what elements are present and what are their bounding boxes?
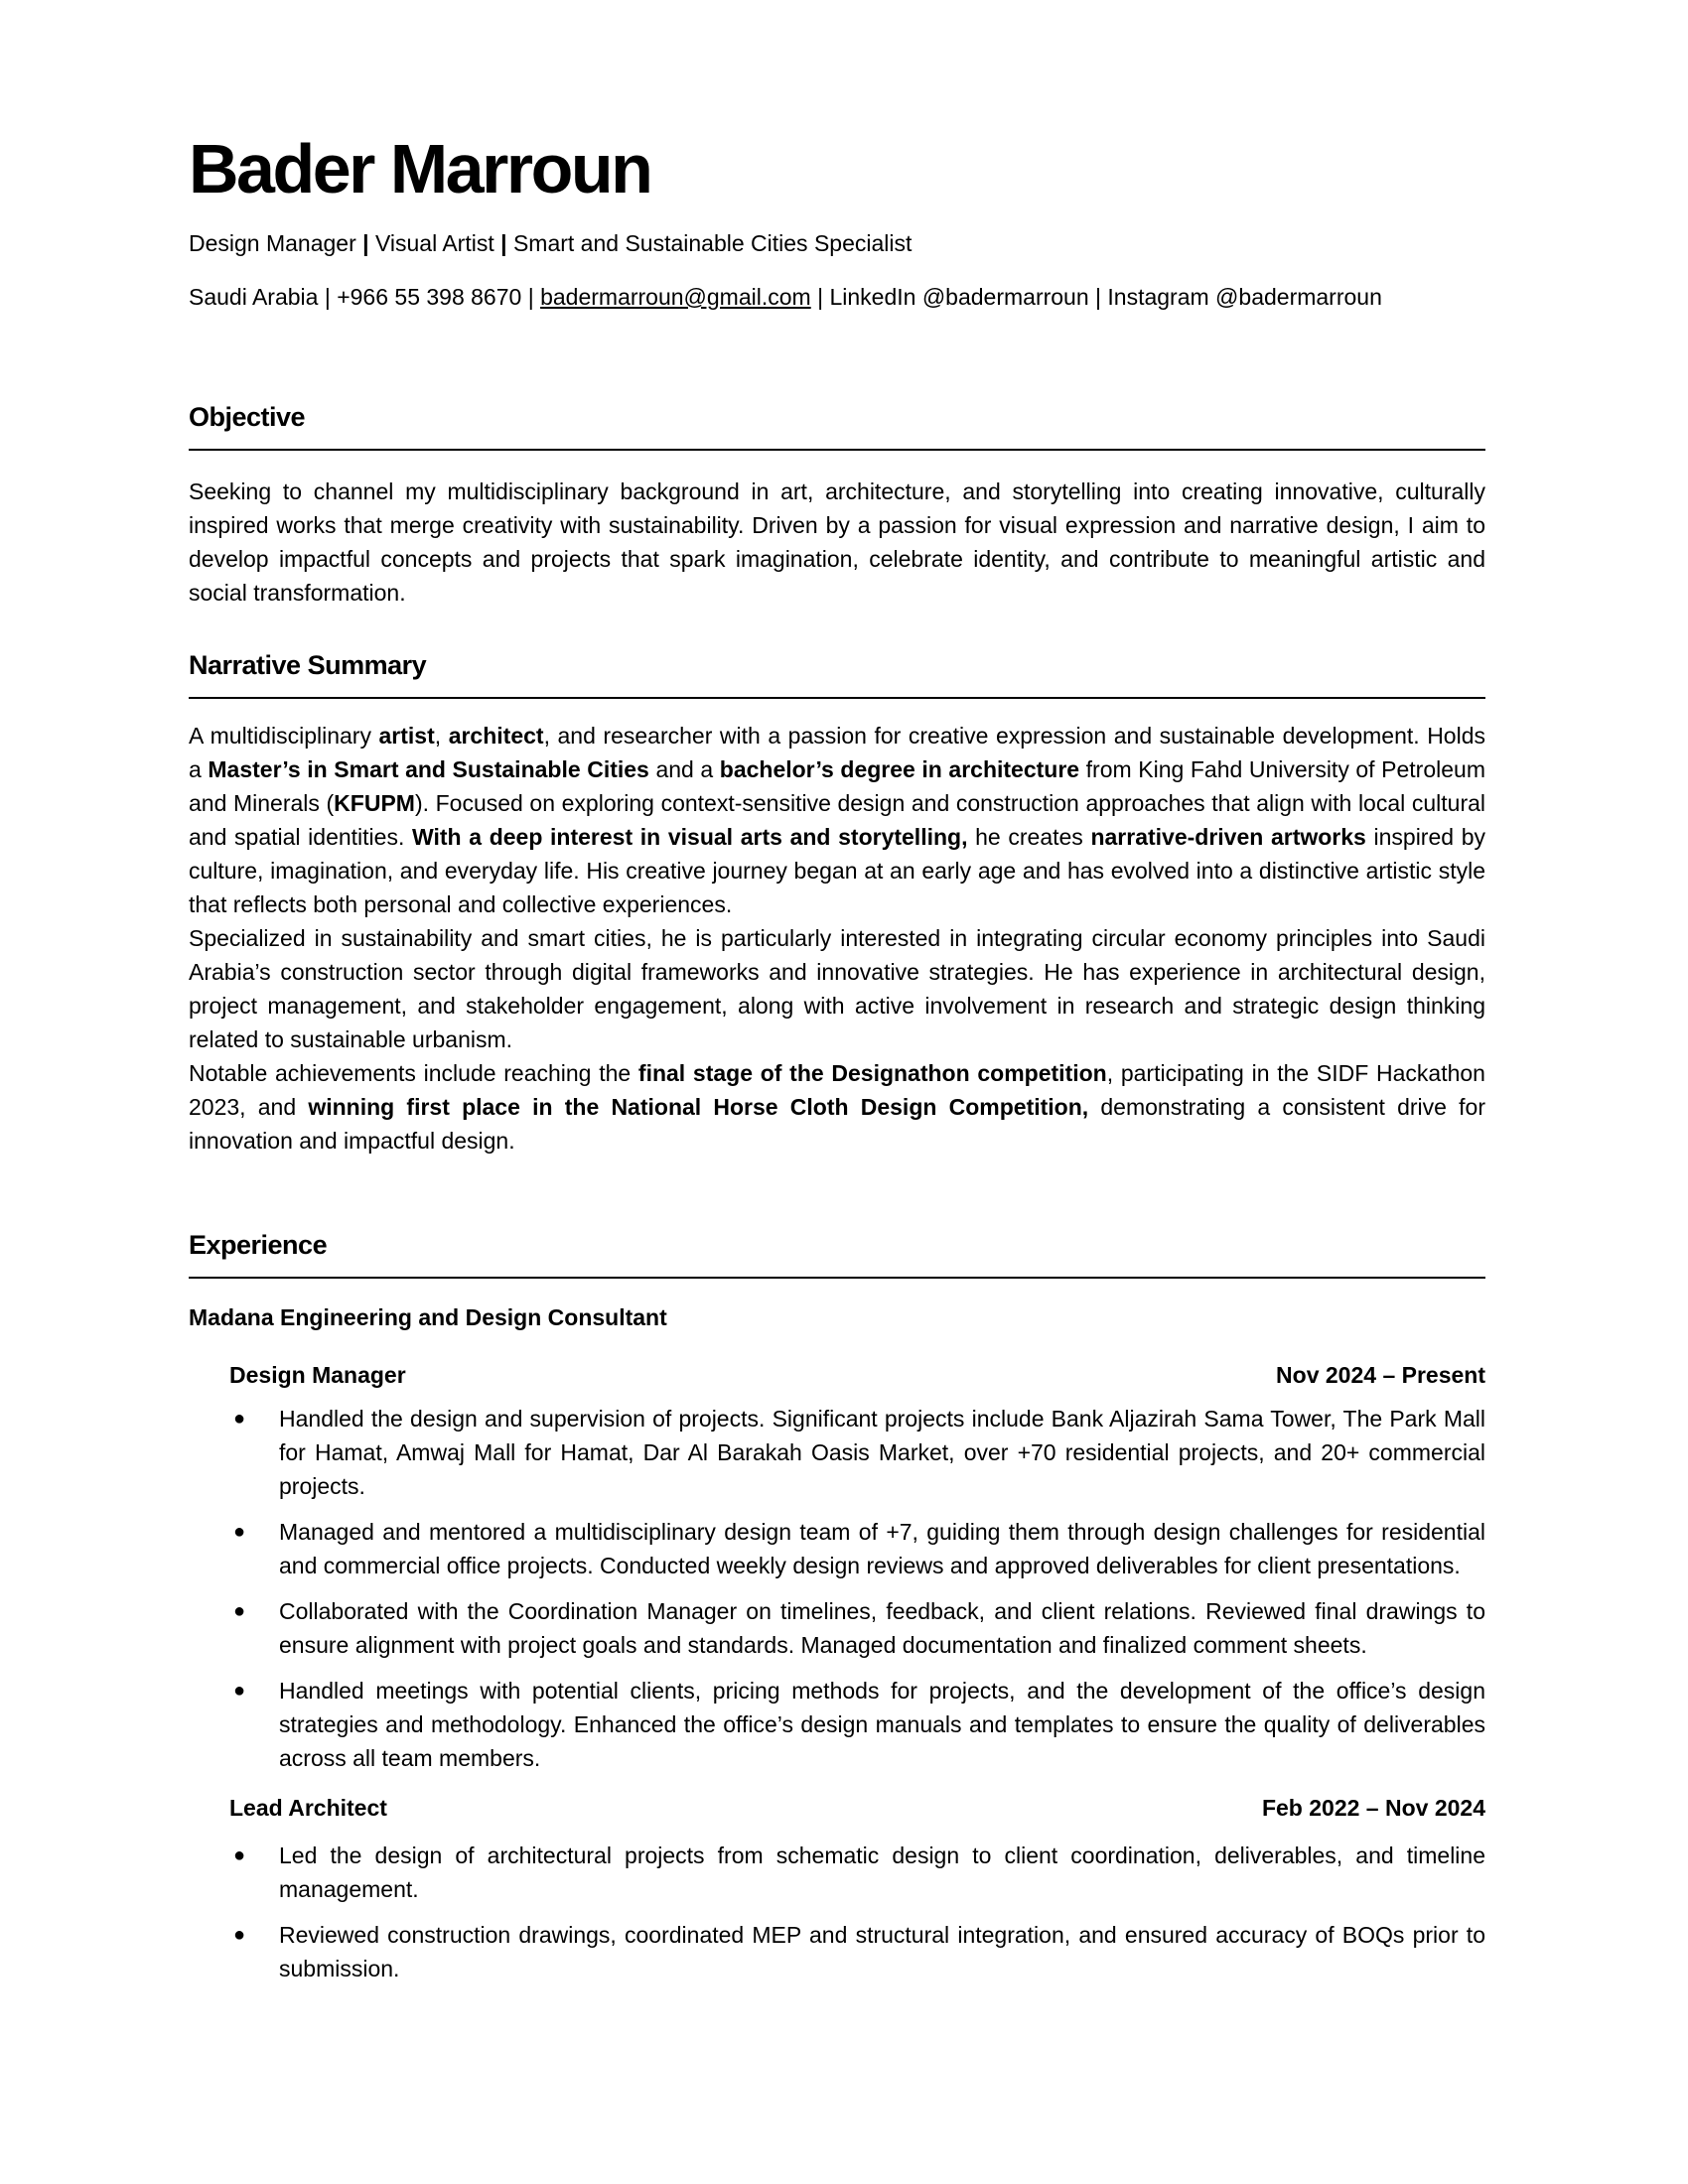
summary-paragraph-3: Notable achievements include reaching the final stage of the Designathon competition, participating in the SIDF Hackathon 2023, and winning first place in the National Horse Cloth Design Competition, demonstrating a consistent drive for innovation and impactful design. bbox=[189, 1060, 1485, 1154]
bullet-text: Managed and mentored a multidisciplinary design team of +7, guiding them through design challenges for residential and commercial office projects. Conducted weekly design reviews and approved deliverables for client presentations. bbox=[279, 1519, 1485, 1578]
list-item bbox=[189, 1918, 1485, 1985]
objective-text: Seeking to channel my multidisciplinary background in art, architecture, and storytelling into creating innovative, culturally inspired works that merge creativity with sustainability. Driven by a passion for visual expression and narrative design, I aim to develop impactful concepts and projects that spark imagination, celebrate identity, and contribute to meaningful artistic and social transformation. bbox=[189, 478, 1485, 606]
bullet-icon: ● bbox=[233, 1521, 246, 1543]
section-divider bbox=[189, 697, 1485, 699]
contact-separator: | bbox=[817, 284, 824, 310]
bullet-icon: ● bbox=[233, 1924, 246, 1946]
objective-section bbox=[189, 399, 1485, 610]
location: Saudi Arabia bbox=[189, 284, 319, 310]
role-bullet-list bbox=[189, 1402, 1485, 1775]
contact-separator: | bbox=[1095, 284, 1102, 310]
bullet-icon: ● bbox=[233, 1600, 246, 1622]
resume-header bbox=[189, 129, 1485, 312]
tagline-role: Design Manager bbox=[189, 230, 356, 256]
contact-line bbox=[189, 282, 1485, 312]
bullet-text: Collaborated with the Coordination Manager on timelines, feedback, and client relations. Reviewed final drawings to ensure alignment with project goals and standards. Managed documentation and finalized comment sheets. bbox=[279, 1598, 1485, 1658]
list-item bbox=[189, 1594, 1485, 1662]
email-link[interactable]: badermarroun@gmail.com bbox=[540, 284, 811, 310]
section-title-objective: Objective bbox=[189, 402, 306, 432]
instagram-handle: Instagram @badermarroun bbox=[1107, 284, 1382, 310]
candidate-name: Bader Marroun bbox=[189, 130, 651, 207]
role-title: Design Manager bbox=[229, 1362, 406, 1388]
experience-section bbox=[189, 1227, 1485, 1985]
list-item bbox=[189, 1674, 1485, 1775]
linkedin-handle: LinkedIn @badermarroun bbox=[829, 284, 1089, 310]
section-divider bbox=[189, 1277, 1485, 1279]
bullet-icon: ● bbox=[233, 1680, 246, 1702]
bullet-text: Led the design of architectural projects from schematic design to client coordination, deliverables, and timeline management. bbox=[279, 1843, 1485, 1902]
company-name: Madana Engineering and Design Consultant bbox=[189, 1304, 667, 1330]
role-title: Lead Architect bbox=[229, 1795, 387, 1821]
bullet-icon: ● bbox=[233, 1408, 246, 1430]
bullet-text: Handled the design and supervision of projects. Significant projects include Bank Aljazirah Sama Tower, The Park Mall for Hamat, Amwaj Mall for Hamat, Dar Al Barakah Oasis Market, over +70 residential projects, and 20+ commercial projects. bbox=[279, 1406, 1485, 1499]
list-item bbox=[189, 1515, 1485, 1582]
summary-paragraph-1: A multidisciplinary artist, architect, and researcher with a passion for creative expression and sustainable development. Holds a Master’s in Smart and Sustainable Cities and a bachelor’s degree in architecture from King Fahd University of Petroleum and Minerals (KFUPM). Focused on exploring context-sensitive design and construction approaches that align with local cultural and spatial identities. With a deep interest in visual arts and storytelling, he creates narrative-driven artworks inspired by culture, imagination, and everyday life. His creative journey began at an early age and has evolved into a distinctive artistic style that reflects both personal and collective experiences. bbox=[189, 723, 1486, 917]
section-title-summary: Narrative Summary bbox=[189, 650, 427, 680]
summary-section bbox=[189, 647, 1485, 1158]
phone: +966 55 398 8670 bbox=[337, 284, 522, 310]
section-divider bbox=[189, 449, 1485, 451]
tagline bbox=[189, 228, 1485, 258]
tagline-role: Smart and Sustainable Cities Specialist bbox=[512, 230, 913, 256]
tagline-separator: | bbox=[500, 230, 507, 256]
section-title-experience: Experience bbox=[189, 1230, 328, 1260]
role-dates: Nov 2024 – Present bbox=[1276, 1362, 1485, 1388]
summary-paragraph-2: Specialized in sustainability and smart cities, he is particularly interested in integrating circular economy principles into Saudi Arabia’s construction sector through digital frameworks and innovative strategies. He has experience in architectural design, project management, and stakeholder engagement, along with active involvement in research and strategic design thinking related to sustainable urbanism. bbox=[189, 925, 1485, 1052]
list-item bbox=[189, 1839, 1485, 1906]
bullet-text: Reviewed construction drawings, coordinated MEP and structural integration, and ensured accuracy of BOQs prior to submission. bbox=[279, 1922, 1485, 1981]
tagline-separator: | bbox=[362, 230, 369, 256]
contact-separator: | bbox=[324, 284, 331, 310]
bullet-text: Handled meetings with potential clients, pricing methods for projects, and the development of the office’s design strategies and methodology. Enhanced the office’s design manuals and templates to ensure the quality of deliverables across all team members. bbox=[279, 1678, 1485, 1771]
tagline-role: Visual Artist bbox=[374, 230, 494, 256]
bullet-icon: ● bbox=[233, 1844, 246, 1866]
role-bullet-list bbox=[189, 1839, 1485, 1985]
list-item bbox=[189, 1402, 1485, 1503]
contact-separator: | bbox=[527, 284, 534, 310]
role-dates: Feb 2022 – Nov 2024 bbox=[1261, 1795, 1485, 1821]
role-header bbox=[229, 1793, 1485, 1823]
role-header bbox=[229, 1360, 1485, 1390]
